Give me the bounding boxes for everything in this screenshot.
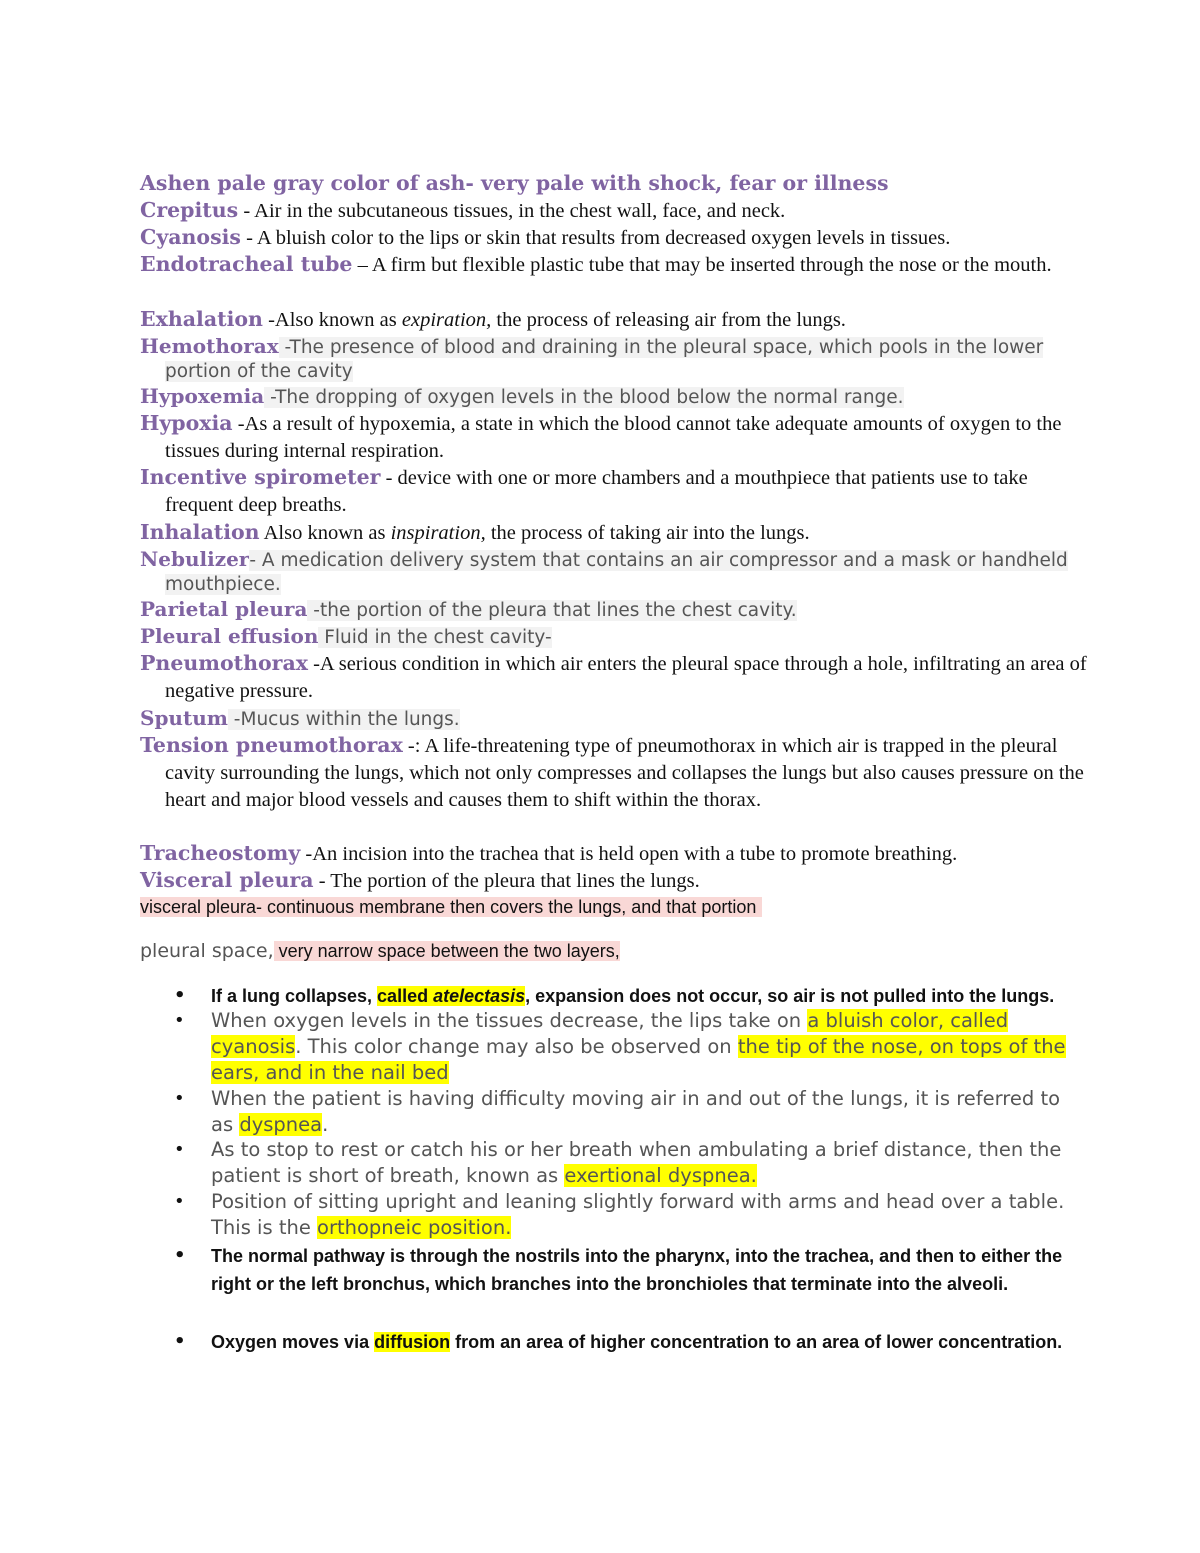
visceral-pleura-note-text: visceral pleura- continuous membrane then covers the lungs, and that portion xyxy=(140,897,762,917)
glossary-term: Nebulizer xyxy=(140,547,250,571)
glossary-term: Pleural effusion xyxy=(140,624,319,648)
glossary-term: Incentive spirometer xyxy=(140,465,381,489)
glossary-definition: the process of releasing air from the lungs. xyxy=(491,309,846,331)
glossary-definition: - The portion of the pleura that lines the lungs. xyxy=(313,870,700,892)
highlight: orthopneic position. xyxy=(317,1216,512,1239)
glossary-definition: - A medication delivery system that contains an air compressor and a mask or handheld mouthpiece. xyxy=(165,550,1068,595)
list-item: • When the patient is having difficulty moving air in and out of the lungs, it is referred to as dyspnea. xyxy=(211,1086,1071,1138)
glossary-definition: -An incision into the trachea that is held open with a tube to promote breathing. xyxy=(300,843,958,865)
glossary-entry-endotracheal-tube xyxy=(140,251,1100,279)
glossary-definition: -The dropping of oxygen levels in the blood below the normal range. xyxy=(264,387,904,408)
glossary-definition: - A bluish color to the lips or skin that results from decreased oxygen levels in tissues. xyxy=(240,227,951,249)
list-item: • As to stop to rest or catch his or her breath when ambulating a brief distance, then the patient is short of breath, known as exertional dyspnea. xyxy=(211,1137,1071,1189)
glossary-term: Parietal pleura xyxy=(140,597,308,621)
glossary-definition: -The presence of blood and draining in the pleural space, which pools in the lower portion of the cavity xyxy=(165,337,1044,382)
glossary-definition: - Air in the subcutaneous tissues, in the chest wall, face, and neck. xyxy=(238,200,786,222)
list-item: • Oxygen moves via diffusion from an area of higher concentration to an area of lower concentration. xyxy=(211,1328,1071,1356)
glossary-term: Inhalation xyxy=(140,520,260,544)
glossary-term: Visceral pleura xyxy=(140,868,314,892)
glossary-definition: Fluid in the chest cavity- xyxy=(318,627,552,648)
glossary-term: Hemothorax xyxy=(140,334,279,358)
pleural-space-lead: pleural space, xyxy=(140,940,274,962)
glossary-term: Hypoxemia xyxy=(140,384,265,408)
glossary-term: Crepitus xyxy=(140,198,239,222)
glossary-entry-pneumothorax xyxy=(140,650,1100,705)
glossary-definition-italic: inspiration, xyxy=(390,522,486,544)
glossary-entry-ashen xyxy=(140,170,1100,198)
glossary-term: Endotracheal tube xyxy=(140,252,353,276)
glossary-entry-inhalation xyxy=(140,519,1100,547)
glossary-definition: the process of taking air into the lungs. xyxy=(485,522,810,544)
list-item: • When oxygen levels in the tissues decrease, the lips take on a bluish color, called cyanosis. This color change may also be observed on the tip of the nose, on tops of the ears, and in the nail bed xyxy=(211,1008,1071,1086)
glossary-entry-crepitus xyxy=(140,197,1100,225)
glossary-entry-nebulizer xyxy=(140,547,1100,597)
list-item: • Position of sitting upright and leaning slightly forward with arms and head over a table. This is the orthopneic position. xyxy=(211,1189,1071,1241)
glossary-entry-incentive-spirometer xyxy=(140,464,1100,519)
highlight: called xyxy=(377,986,434,1006)
highlight: exertional dyspnea. xyxy=(564,1164,757,1187)
pleural-space-description: very narrow space between the two layers, xyxy=(273,941,620,961)
glossary-term: Tension pneumothorax xyxy=(140,733,403,757)
glossary-term: Exhalation xyxy=(140,307,263,331)
glossary-entry-visceral-pleura xyxy=(140,867,1100,895)
glossary-entry-hypoxia xyxy=(140,410,1100,465)
glossary-definition: -: A life-threatening type of pneumothorax in which air is trapped in the pleural cavity surrounding the lungs, which not only compresses and collapses the lungs but also causes pressure on the heart and major blood vessels and causes them to shift within the thorax. xyxy=(165,735,1084,811)
glossary-entry-cyanosis xyxy=(140,224,1100,252)
glossary-term: Cyanosis xyxy=(140,225,241,249)
glossary-entry-hypoxemia xyxy=(140,384,1100,410)
list-item: • The normal pathway is through the nostrils into the pharynx, into the trachea, and then to either the right or the left bronchus, which branches into the bronchioles that terminate into the alveoli. xyxy=(211,1242,1071,1298)
highlight-italic: atelectasis xyxy=(433,986,526,1006)
glossary-term: Pneumothorax xyxy=(140,651,308,675)
glossary-definition: -the portion of the pleura that lines the chest cavity. xyxy=(307,600,797,621)
glossary-definition: -As a result of hypoxemia, a state in which the blood cannot take adequate amounts of oxygen to the tissues during internal respiration. xyxy=(165,413,1062,462)
glossary-definition: – A firm but flexible plastic tube that may be inserted through the nose or the mouth. xyxy=(352,254,1052,276)
glossary-entry-parietal-pleura xyxy=(140,597,1100,623)
glossary-entry-tension-pneumothorax xyxy=(140,732,1100,814)
list-item: • If a lung collapses, called atelectasis, expansion does not occur, so air is not pulled into the lungs. xyxy=(211,982,1071,1010)
highlight: dyspnea xyxy=(239,1113,323,1136)
glossary-term: Sputum xyxy=(140,706,228,730)
highlight: diffusion xyxy=(374,1332,451,1352)
glossary-entry-tracheostomy xyxy=(140,840,1100,868)
glossary-entry-sputum xyxy=(140,706,1100,732)
glossary-definition: -Also known as xyxy=(262,309,402,331)
glossary-term: Ashen pale gray color of ash- very pale with shock, fear or illness xyxy=(140,171,889,195)
glossary-entry-exhalation xyxy=(140,306,1100,334)
glossary-definition: - device with one or more chambers and a mouthpiece that patients use to take frequent deep breaths. xyxy=(165,467,1028,516)
highlight: the tip of the nose, on tops of the ears, and in the nail bed xyxy=(211,1035,1066,1084)
glossary-definition: -A serious condition in which air enters the pleural space through a hole, infiltrating an area of negative pressure. xyxy=(165,653,1087,702)
pleural-space-line xyxy=(140,938,620,965)
glossary-definition-italic: expiration, xyxy=(401,309,492,331)
glossary-definition: Also known as xyxy=(259,522,391,544)
glossary-term: Tracheostomy xyxy=(140,841,301,865)
glossary-term: Hypoxia xyxy=(140,411,233,435)
glossary-definition: -Mucus within the lungs. xyxy=(227,709,460,730)
glossary-entry-pleural-effusion xyxy=(140,624,1100,650)
glossary-entry-hemothorax xyxy=(140,334,1100,384)
visceral-pleura-note xyxy=(140,894,762,920)
highlight: a bluish color, called cyanosis xyxy=(211,1009,1009,1058)
